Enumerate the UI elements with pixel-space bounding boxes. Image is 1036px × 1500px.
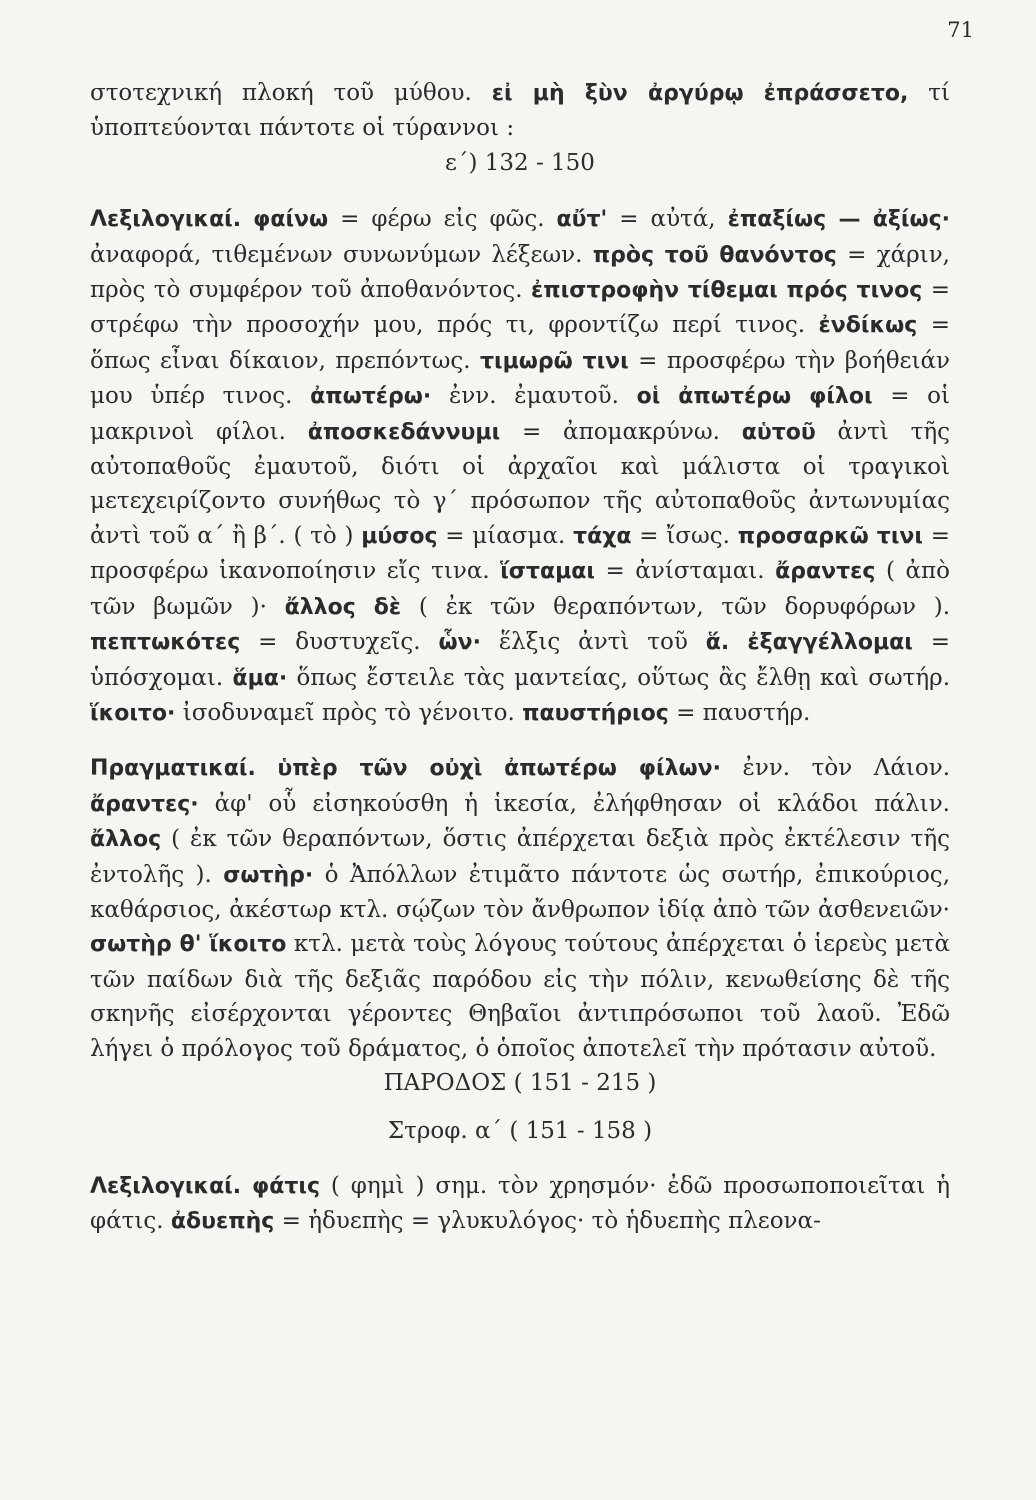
gloss: ἐνν. ἐμαυτοῦ.: [431, 383, 637, 410]
term: ἀπωτέρω·: [310, 384, 432, 410]
term: μύσος: [361, 523, 438, 549]
gloss: = φέρω εἰς φῶς.: [328, 206, 557, 233]
gloss: ἕλξις ἀντὶ τοῦ: [480, 629, 706, 656]
gloss: ἀφ' οὗ εἰσηκούσθη ἡ ἱκεσία, ἐλήφθησαν οἱ κλάδοι πάλιν.: [198, 790, 950, 817]
section-label: Λεξιλογικαί.: [90, 207, 242, 233]
term: ἐπαξίως — ἀξίως·: [727, 207, 950, 233]
gloss: = προσφέρω τὴν βοήθειάν μου ὑπέρ τινος.: [90, 347, 950, 410]
gloss: ἰσοδυναμεῖ πρὸς τὸ γένοιτο.: [175, 699, 523, 726]
gloss: = ὅπως εἶναι δίκαιον, πρεπόντως.: [90, 312, 951, 374]
strophe-heading: Στροφ. α΄ ( 151 - 158 ): [387, 1118, 653, 1145]
term: ὑπὲρ τῶν οὐχὶ ἀπωτέρω φίλων·: [277, 756, 721, 782]
parodos-heading: ΠΑΡΟΔΟΣ ( 151 - 215 ): [383, 1069, 657, 1096]
gloss: ἀντὶ τῆς αὐτοπαθοῦς ἐμαυτοῦ, διότι οἱ ἀρχαῖοι καὶ μάλιστα οἱ τραγικοὶ μετεχειρίζοντο συνήθως τὸ γ΄ πρόσωπον τῆς αὐτοπαθοῦς ἀντωνυμίας ἀντὶ τοῦ α΄ ἢ β΄. ( τὸ ): [90, 418, 950, 549]
gloss: = χάριν, πρὸς τὸ συμφέρον τοῦ ἀποθανόντος.: [90, 241, 950, 304]
gloss: ἀναφορά, τιθεμένων συνωνύμων λέξεων.: [90, 241, 593, 268]
term: ἀδυεπὴς: [170, 1209, 275, 1235]
gloss: ( ἀπὸ τῶν βωμῶν )·: [90, 558, 950, 620]
term: ἐνδίκως: [818, 313, 918, 339]
term: ὧν·: [438, 630, 481, 656]
gloss: = προσφέρω ἱκανοποίησιν εἴς τινα.: [90, 522, 950, 585]
paragraph-plot: [90, 76, 950, 146]
term: πρὸς τοῦ θανόντος: [592, 242, 837, 268]
term: σωτὴρ θ' ἵκοιτο: [90, 932, 287, 958]
gloss: = στρέφω τὴν προσοχήν μου, πρός τι, φροντίζω περί τινος.: [90, 277, 950, 339]
term: αὔτ': [556, 207, 608, 233]
term: οἱ ἀπωτέρω φίλοι: [636, 384, 873, 410]
term: ἄραντες·: [90, 791, 199, 817]
gloss: = αὐτά,: [607, 206, 728, 233]
term: ἅμα·: [232, 665, 288, 691]
paragraph-factual: [90, 751, 950, 1066]
term: πεπτωκότες: [90, 630, 241, 656]
gloss: = ἀνίσταμαι.: [594, 558, 776, 585]
term: τιμωρῶ τινι: [479, 348, 629, 374]
term: ἵσταμαι: [500, 559, 595, 585]
paragraph-lexical-1: [90, 202, 950, 731]
term: ἄλλος: [90, 827, 162, 853]
term: σωτὴρ·: [223, 862, 314, 888]
term: φαίνω: [253, 207, 329, 233]
gloss: ὅπως ἔστειλε τὰς μαντείας, οὕτως ἂς ἔλθῃ καὶ σωτήρ.: [287, 664, 950, 691]
section-heading-e: ε΄) 132 - 150: [445, 149, 595, 176]
gloss: = ἴσως.: [631, 522, 738, 549]
section-label: Λεξιλογικαί.: [90, 1173, 242, 1199]
text-run: τί ὑποπτεύονται πάντοτε οἱ τύραννοι :: [90, 80, 950, 142]
section-label: Πραγματικαί.: [90, 756, 256, 782]
gloss: = ἀπομακρύνω.: [500, 418, 742, 445]
gloss: = οἱ μακρινοὶ φίλοι.: [90, 383, 951, 445]
gloss: κτλ. μετὰ τοὺς λόγους τούτους ἀπέρχεται ὁ ἱερεὺς μετὰ τῶν παίδων διὰ τῆς δεξιᾶς παρόδου εἰς τὴν πόλιν, κενωθείσης δὲ τῆς σκηνῆς εἰσέρχονται γέροντες Θηβαῖοι ἀντιπρόσωποι τοῦ λαοῦ. Ἐδῶ λήγει ὁ πρόλογος τοῦ δράματος, ὁ ὁποῖος ἀποτελεῖ τὴν πρότασιν αὐτοῦ.: [90, 931, 951, 1062]
term: ἅ. ἐξαγγέλλομαι: [705, 630, 913, 656]
term: αὑτοῦ: [741, 419, 816, 445]
gloss: ὁ Ἀπόλλων ἐτιμᾶτο πάντοτε ὡς σωτήρ, ἐπικούριος, καθάρσιος, ἀκέστωρ κτλ. σῴζων τὸν ἄνθρωπον ἰδίᾳ ἀπὸ τῶν ἀσθενειῶν·: [90, 861, 951, 923]
term: ἐπιστροφὴν τίθεμαι πρός τινος: [531, 278, 923, 304]
term: προσαρκῶ τινι: [737, 523, 923, 549]
gloss: = παυστήρ.: [668, 699, 811, 726]
page-body: [90, 76, 950, 1240]
gloss: = ὑπόσχομαι.: [90, 629, 950, 691]
gloss: = δυστυχεῖς.: [240, 629, 439, 656]
term: ἄραντες: [775, 559, 876, 585]
term: ἵκοιτο·: [90, 700, 176, 726]
term: παυστήριος: [522, 700, 669, 726]
page-number: 71: [947, 18, 974, 42]
term: ἀποσκεδάννυμι: [307, 419, 501, 445]
gloss: ( ἐκ τῶν θεραπόντων, ὅστις ἀπέρχεται δεξιὰ πρὸς ἐκτέλεσιν τῆς ἐντολῆς ).: [90, 826, 950, 888]
paragraph-lexical-2: [90, 1169, 950, 1240]
gloss: ( ἐκ τῶν θεραπόντων, τῶν δορυφόρων ).: [401, 593, 951, 620]
term: φάτις: [252, 1173, 321, 1199]
term: ἄλλος δὲ: [284, 594, 402, 620]
term: εἰ μὴ ξὺν ἀργύρῳ ἐπράσσετο,: [491, 81, 909, 106]
gloss: = ἡδυεπὴς = γλυκυλόγος· τὸ ἡδυεπὴς πλεονα-: [274, 1208, 821, 1235]
term: τάχα: [573, 523, 632, 549]
gloss: ( φημὶ ) σημ. τὸν χρησμόν· ἐδῶ προσωποποιεῖται ἡ φάτις.: [90, 1172, 951, 1235]
text-run: στοτεχνική πλοκή τοῦ μύθου.: [90, 80, 492, 106]
gloss: ἐνν. τὸν Λάιον.: [720, 755, 951, 782]
gloss: = μίασμα.: [437, 522, 574, 549]
